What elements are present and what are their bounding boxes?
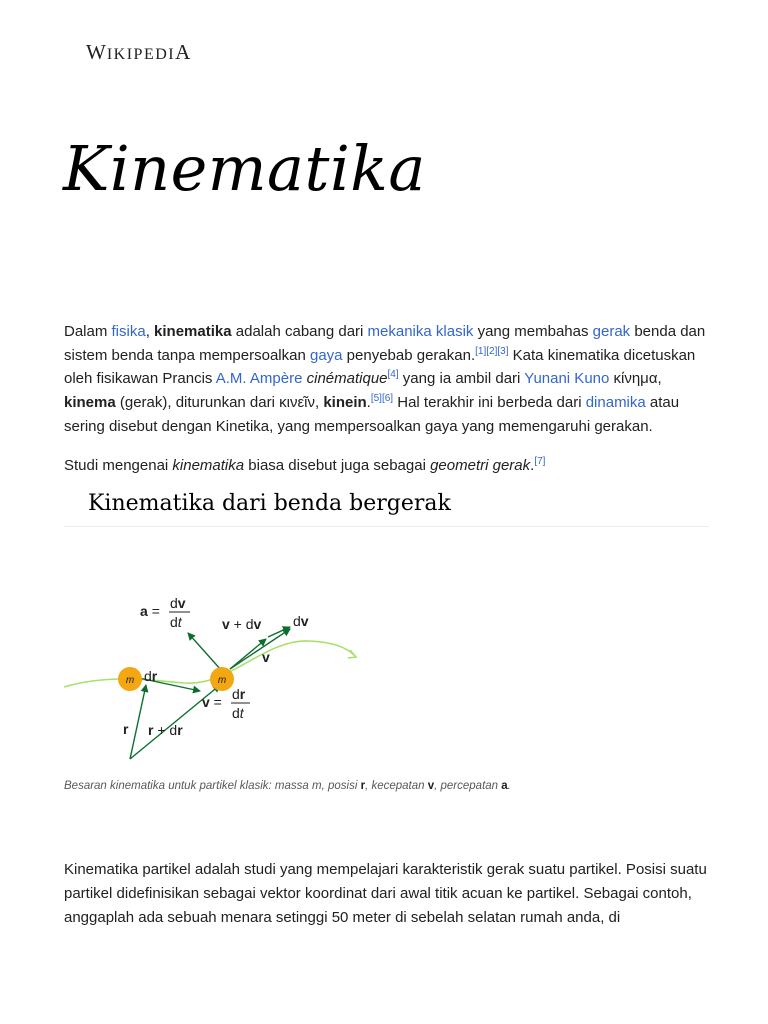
citation-7[interactable]: [7]: [534, 455, 546, 467]
italic-symbol: t: [239, 705, 244, 722]
symbol: d: [170, 614, 178, 631]
bold-symbol: v: [222, 616, 230, 633]
italic-symbol: t: [177, 614, 182, 631]
article-body: [64, 320, 709, 929]
text: Kata kinematika dicetuskan oleh fisikawan Prancis: [64, 346, 696, 388]
text: atau sering disebut dengan Kinetika, yang mempersoalkan gaya yang memengaruhi gerakan.: [64, 394, 680, 435]
symbol: d: [232, 686, 240, 703]
acceleration-label: [140, 603, 160, 619]
bold-term: kinein: [323, 394, 367, 412]
citation-refs: [388, 369, 399, 380]
trajectory-curve: [64, 641, 354, 687]
mass-label: m: [125, 675, 135, 687]
citation-2[interactable]: [2]: [486, 345, 498, 357]
bold-symbol: r: [239, 686, 246, 703]
symbol: + d: [229, 616, 254, 633]
velocity-label: [202, 694, 222, 710]
fraction-denominator: [232, 705, 245, 721]
bold-term: kinematika: [154, 323, 232, 340]
v-label: v: [262, 649, 270, 666]
caption-bold: a: [501, 780, 508, 793]
caption-bold: r: [360, 780, 366, 793]
citation-4[interactable]: [4]: [387, 369, 399, 381]
text: .: [530, 456, 535, 474]
text: κίνημα,: [609, 370, 662, 388]
bold-symbol: v: [177, 595, 186, 612]
link-yunani-kuno[interactable]: Yunani Kuno: [524, 370, 610, 388]
caption-text: Besaran kinematika untuk partikel klasik: massa m, posisi: [64, 780, 361, 793]
kinematics-figure: [64, 579, 709, 794]
link-mekanika-klasik[interactable]: mekanika klasik: [367, 323, 474, 340]
link-gerak[interactable]: gerak: [592, 323, 631, 340]
bold-symbol: r: [177, 722, 183, 739]
fraction-numerator: [170, 595, 186, 611]
velocity-vector-v-plus-dv: [230, 629, 290, 669]
symbol: d: [144, 668, 152, 685]
caption-text: , percepatan: [434, 780, 502, 793]
intro-paragraph: [64, 320, 709, 439]
equals-sign: =: [151, 603, 160, 620]
link-ampere[interactable]: A.M. Ampère: [215, 370, 303, 388]
citation-5[interactable]: [5]: [370, 393, 382, 405]
equals-sign: =: [209, 694, 222, 711]
text: .: [366, 394, 371, 412]
symbol: d: [170, 595, 178, 612]
citation-refs: [534, 456, 545, 467]
text: Hal terakhir ini berbeda dari: [393, 394, 586, 412]
text: yang ia ambil dari: [398, 370, 525, 388]
italic-term: cinématique: [306, 370, 388, 388]
citation-6[interactable]: [6]: [381, 393, 394, 405]
citation-1[interactable]: [1]: [475, 345, 487, 357]
text: ,: [145, 323, 155, 340]
r-plus-dr-label: [148, 722, 183, 738]
symbol: d: [293, 613, 301, 630]
italic-term: kinematika: [172, 456, 245, 474]
symbol: + d: [153, 722, 178, 739]
second-paragraph: [64, 454, 709, 478]
wikipedia-logo[interactable]: [86, 40, 191, 65]
kinematics-diagram[interactable]: [64, 579, 364, 764]
velocity-vector-v: [230, 639, 266, 669]
bold-symbol: v: [253, 616, 262, 633]
v-plus-dv-label: [222, 616, 262, 632]
logo-letter: A: [175, 40, 192, 64]
text: adalah cabang dari: [231, 323, 368, 340]
link-fisika[interactable]: fisika: [111, 323, 146, 340]
bold-symbol: a: [140, 603, 148, 620]
link-dinamika[interactable]: dinamika: [585, 394, 646, 412]
text: penyebab gerakan.: [342, 346, 476, 364]
citation-refs: [371, 393, 393, 404]
logo-letter: W: [86, 40, 107, 64]
text: biasa disebut juga sebagai: [244, 456, 431, 474]
section-heading[interactable]: Kinematika dari benda bergerak: [64, 477, 709, 527]
acceleration-vector-a: [188, 633, 222, 671]
page-title: Kinematika: [63, 132, 426, 205]
bold-symbol: v: [300, 613, 309, 630]
figure-caption: [64, 778, 709, 794]
text: Studi mengenai: [64, 456, 173, 474]
r-label: r: [123, 721, 129, 738]
bold-symbol: r: [151, 668, 158, 685]
dv-label: [293, 613, 309, 629]
fraction-numerator: [232, 686, 246, 702]
particle-kinematics-paragraph: Kinematika partikel adalah studi yang mempelajari karakteristik gerak suatu partikel. Posisi suatu partikel didefinisikan sebagai vektor koordinat dari awal titik acuan ke partikel. Sebagai contoh, anggaplah ada sebuah menara setinggi 50 meter di sebelah selatan rumah anda, di: [64, 861, 707, 926]
text: (gerak), diturunkan dari κινεῖν,: [115, 394, 324, 412]
link-gaya[interactable]: gaya: [309, 346, 343, 364]
dr-label: [144, 668, 158, 684]
mass-label: m: [217, 675, 227, 687]
symbol: d: [232, 705, 240, 722]
citation-3[interactable]: [3]: [497, 345, 509, 357]
italic-term: geometri gerak: [430, 456, 531, 474]
caption-text: .: [507, 780, 511, 793]
fraction-denominator: [170, 614, 183, 630]
text: yang membahas: [473, 323, 593, 340]
text: Dalam: [64, 323, 112, 340]
caption-bold: v: [427, 780, 435, 793]
text: benda dan sistem benda tanpa mempersoalkan: [64, 323, 706, 364]
logo-letters: IKIPEDI: [106, 46, 176, 63]
citation-refs: [475, 346, 508, 357]
bold-term: kinema: [64, 394, 116, 412]
bold-symbol: v: [202, 694, 210, 711]
caption-text: , kecepatan: [365, 780, 428, 793]
bold-symbol: r: [148, 722, 154, 739]
